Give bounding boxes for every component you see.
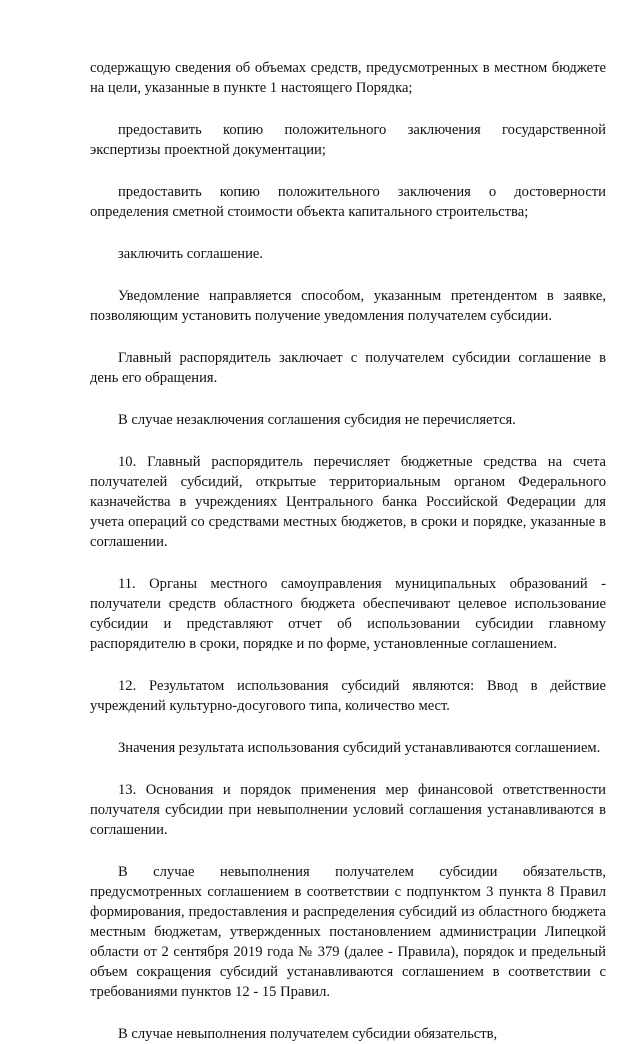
paragraph-non-fulfillment-cont: В случае невыполнения получателем субсидии обязательств, bbox=[118, 1026, 498, 1042]
paragraph-clause-11: 11. Органы местного самоуправления муниципальных образований - получатели средств областного бюджета обеспечивают целевое использование субсидии и представляют отчет об использовании субсидии главному распорядителю в сроки, порядке и по форме, установленные соглашением. bbox=[90, 576, 606, 652]
paragraph-expertise-copy: предоставить копию положительного заключения государственной экспертизы проектной документации; bbox=[90, 122, 606, 158]
paragraph-conclude-agreement: заключить соглашение. bbox=[118, 246, 264, 262]
paragraph-continuation: содержащую сведения об объемах средств, предусмотренных в местном бюджете на цели, указанные в пункте 1 настоящего Порядка; bbox=[90, 60, 606, 96]
paragraph-clause-12: 12. Результатом использования субсидий являются: Ввод в действие учреждений культурно-досугового типа, количество мест. bbox=[90, 678, 606, 714]
paragraph-agreement-day: Главный распорядитель заключает с получателем субсидии соглашение в день его обращения. bbox=[90, 350, 606, 386]
paragraph-result-values: Значения результата использования субсидий устанавливаются соглашением. bbox=[118, 740, 601, 756]
paragraph-no-agreement: В случае незаключения соглашения субсидия не перечисляется. bbox=[118, 412, 516, 428]
paragraph-estimate-copy: предоставить копию положительного заключения о достоверности определения сметной стоимости объекта капитального строительства; bbox=[90, 184, 606, 220]
paragraph-non-fulfillment: В случае невыполнения получателем субсидии обязательств, предусмотренных соглашением в соответствии с подпунктом 3 пункта 8 Правил формирования, предоставления и распределения субсидий из областного бюджета местным бюджетам, утвержденных постановлением администрации Липецкой области от 2 сентября 2019 года № 379 (далее - Правила), порядок и предельный объем сокращения субсидий устанавливаются соглашением в соответствии с требованиями пунктов 12 - 15 Правил. bbox=[90, 864, 606, 1000]
paragraph-notification: Уведомление направляется способом, указанным претендентом в заявке, позволяющим установить получение уведомления получателем субсидии. bbox=[90, 288, 606, 324]
paragraph-clause-13: 13. Основания и порядок применения мер финансовой ответственности получателя субсидии при невыполнении условий соглашения устанавливаются в соглашении. bbox=[90, 782, 606, 838]
paragraph-clause-10: 10. Главный распорядитель перечисляет бюджетные средства на счета получателей субсидий, открытые территориальным органом Федерального казначейства в учреждениях Центрального банка Российской Федерации для учета операций со средствами местных бюджетов, в сроки и порядке, указанные в соглашении. bbox=[90, 454, 606, 550]
